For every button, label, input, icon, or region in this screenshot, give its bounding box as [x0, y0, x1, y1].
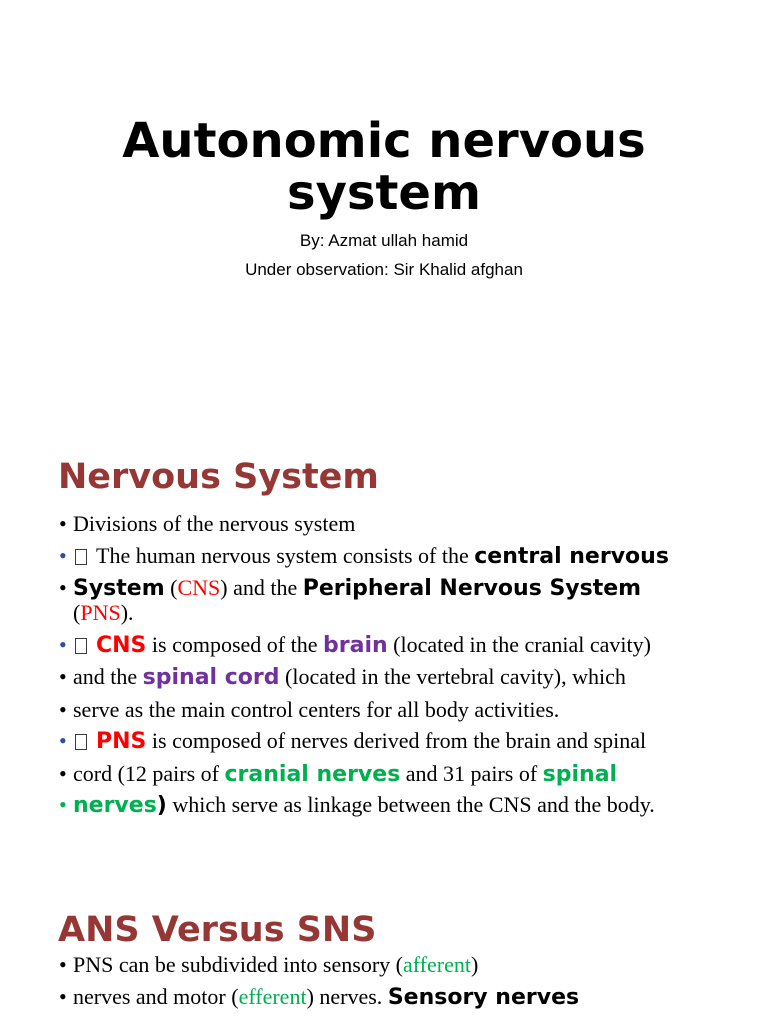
body-text: which serve as linkage between the CNS and the body.: [166, 792, 655, 817]
body-text: ): [470, 952, 479, 977]
body-text: is composed of the: [146, 632, 323, 657]
bullet-marker: •: [59, 984, 67, 1009]
body-text: ) nerves.: [306, 984, 388, 1009]
body-text: Divisions of the nervous system: [73, 511, 356, 536]
key-term: System: [73, 576, 165, 601]
body-text: cord (12 pairs of: [73, 761, 225, 786]
abbreviation: CNS: [177, 575, 221, 600]
body-text: (: [164, 575, 178, 600]
body-text: (located in the cranial cavity): [387, 632, 651, 657]
title-line: system: [287, 165, 481, 221]
abbreviation: PNS: [80, 600, 121, 625]
key-term: Peripheral Nervous System: [302, 576, 642, 601]
slide-heading: ANS Versus SNS: [58, 910, 377, 950]
body-text: nerves and motor (: [73, 984, 239, 1009]
key-term: CNS: [96, 633, 147, 658]
body-text: (: [73, 600, 81, 625]
bullet-marker: •: [59, 543, 67, 568]
body-text: and the: [73, 664, 143, 689]
body-text: ): [156, 793, 167, 818]
bullet-marker: •: [59, 952, 67, 977]
key-term: spinal cord: [142, 665, 280, 690]
bullet-marker: •: [59, 664, 67, 689]
bullet-marker: •: [59, 728, 67, 753]
supervisor-line: Under observation: Sir Khalid afghan: [245, 260, 523, 279]
key-term: spinal: [542, 762, 618, 787]
bullet-marker: •: [59, 511, 67, 536]
key-term: PNS: [96, 729, 147, 754]
body-text: is composed of nerves derived from the brain and spinal: [146, 728, 647, 753]
bullet-line: [59, 950, 478, 980]
body-text: PNS can be subdivided into sensory (: [73, 952, 403, 977]
body-text: ).: [120, 600, 134, 625]
author-line: By: Azmat ullah hamid: [299, 231, 469, 250]
key-term: central nervous: [474, 544, 669, 569]
key-term: Sensory nerves: [387, 985, 580, 1010]
key-term: nerves: [73, 793, 157, 818]
slide-heading: Nervous System: [58, 457, 379, 497]
bullet-marker: •: [59, 792, 67, 817]
bullet-marker: •: [59, 761, 67, 786]
bullet-marker: •: [59, 575, 67, 600]
title-line: Autonomic nervous: [122, 113, 646, 169]
key-term: afferent: [402, 952, 471, 977]
body-text: ) and the: [220, 575, 303, 600]
key-term: efferent: [238, 984, 307, 1009]
key-term: brain: [323, 633, 388, 658]
bullet-marker: •: [59, 632, 67, 657]
key-term: cranial nerves: [224, 762, 401, 787]
body-text: and 31 pairs of: [400, 761, 543, 786]
bullet-marker: •: [59, 697, 67, 722]
body-text: serve as the main control centers for all body activities.: [73, 697, 560, 722]
bullet-line: [59, 982, 579, 1012]
body-text: (located in the vertebral cavity), which: [279, 664, 626, 689]
body-text: The human nervous system consists of the: [96, 543, 475, 568]
